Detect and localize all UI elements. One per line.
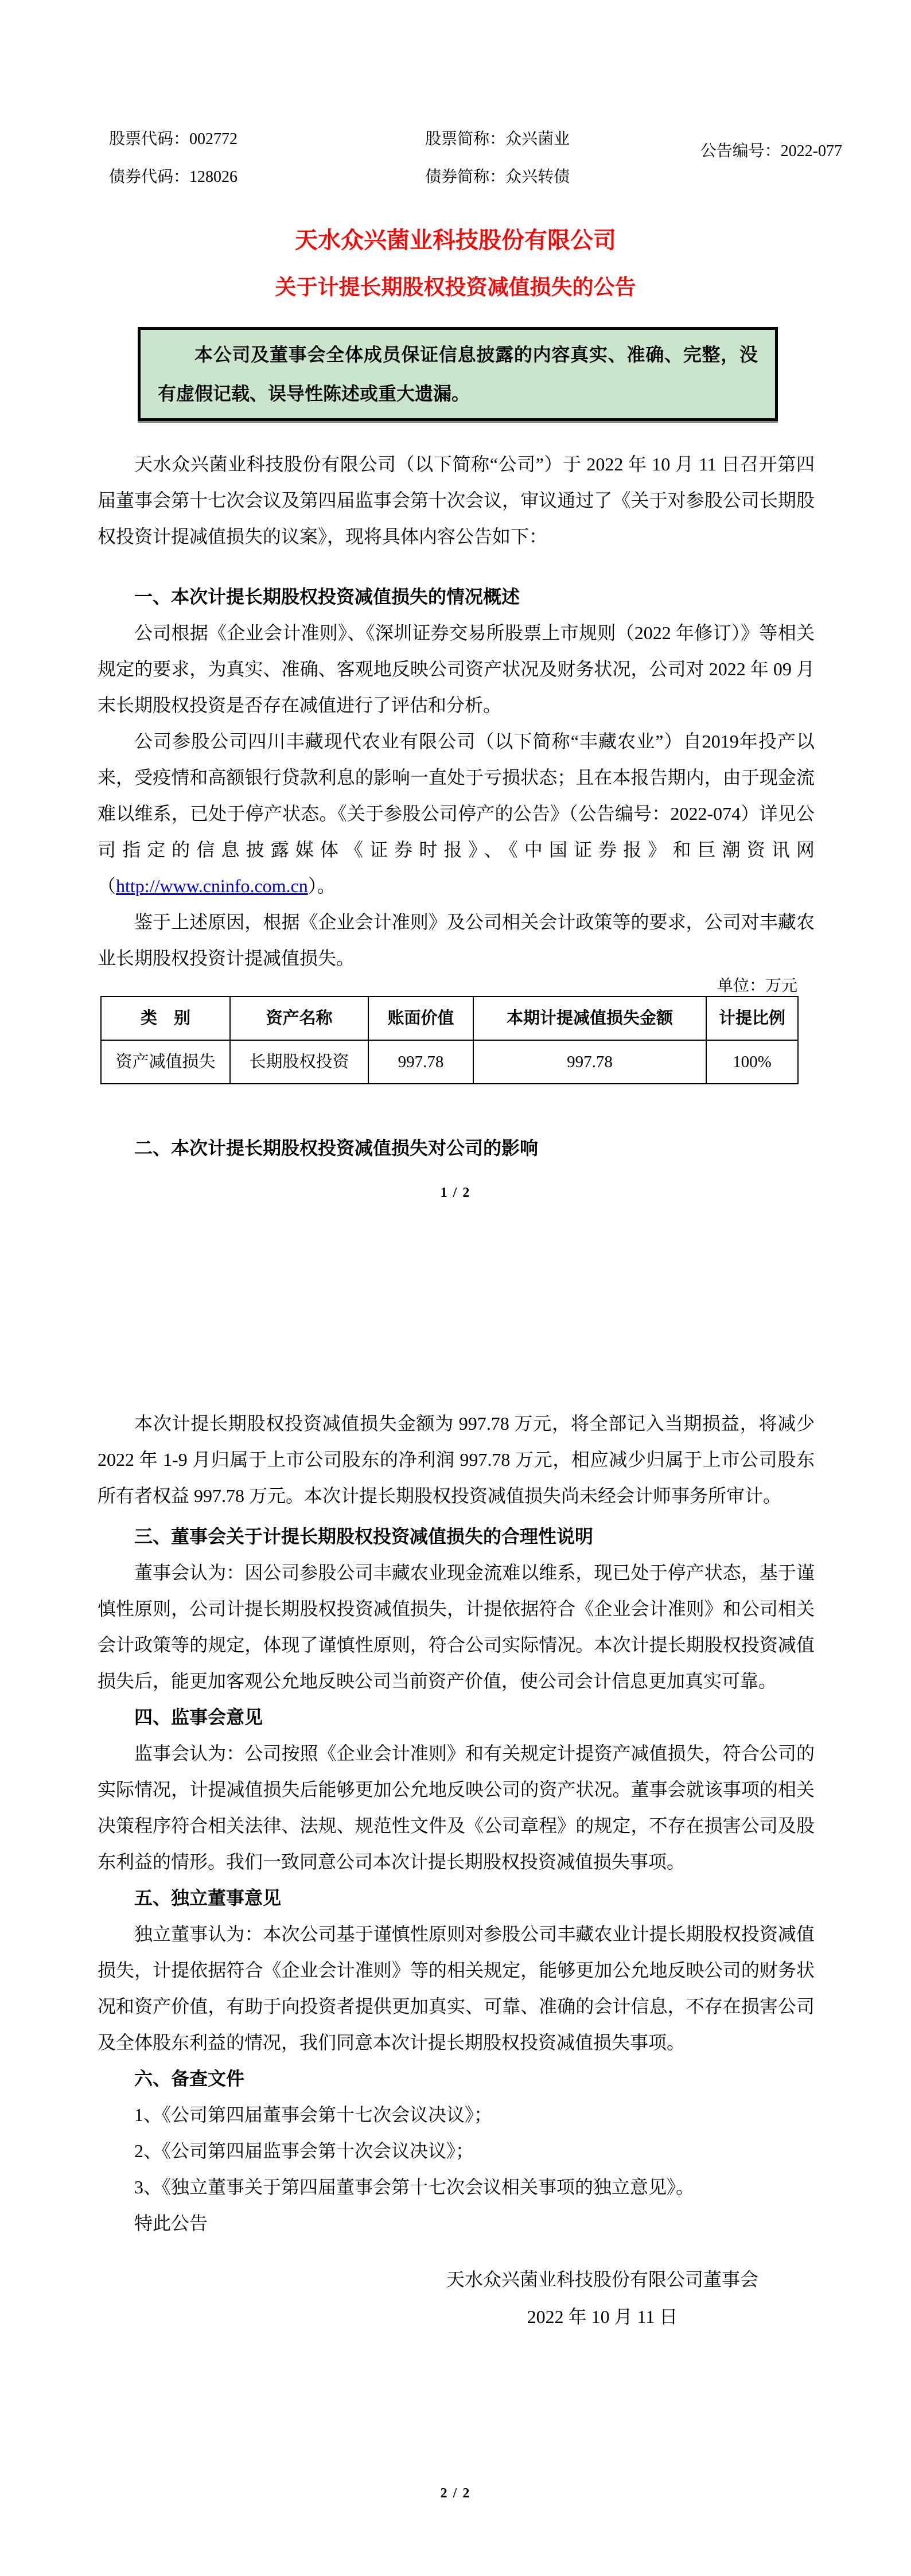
section5-paragraph: 独立董事认为：本次公司基于谨慎性原则对参股公司丰藏农业计提长期股权投资减值损失，计提依据符合《企业会计准则》等的相关规定，能够更加公允地反映公司的财务状况和资产价值，有助于向投资者提供更加真实、可靠、准确的会计信息，不存在损害公司及全体股东利益的情况，我们同意本次计提长期股权投资减值损失事项。	[98, 1924, 815, 2053]
closing-statement: 特此公告	[134, 2213, 208, 2233]
cell-book-value: 997.78	[368, 1040, 473, 1084]
section1-heading: 一、本次计提长期股权投资减值损失的情况概述	[134, 586, 520, 607]
stock-code: 股票代码：002772	[109, 130, 238, 148]
codes-column	[109, 120, 425, 196]
reference-document-1: 1、《公司第四届董事会第十七次会议决议》；	[134, 2104, 493, 2125]
page2-content	[98, 1406, 815, 2335]
page-number-1: 1 / 2	[440, 1185, 471, 1200]
section2-paragraph: 本次计提长期股权投资减值损失金额为 997.78 万元，将全部记入当期损益，将减少 2022 年 1-9 月归属于上市公司股东的净利润 997.78 万元，相应减少归属于上市公司股东所有者权益 997.78 万元。本次计提长期股权投资减值损失尚未经会计师事务所审计。	[98, 1413, 815, 1506]
col-header-asset-name: 资产名称	[230, 997, 368, 1040]
page-number-2: 2 / 2	[440, 2486, 471, 2501]
section1-paragraph-2-text: 公司参股公司四川丰藏现代农业有限公司（以下简称“丰藏农业”）自2019年投产以来，受疫情和高额银行贷款利息的影响一直处于亏损状态；且在本报告期内，由于现金流难以维系，已处于停产状态。《关于参股公司停产的公告》（公告编号：2022-074）详见公司指定的信息披露媒体《证券时报》、《中国证券报》和巨潮资讯网（	[98, 731, 815, 896]
cell-asset-name: 长期股权投资	[230, 1040, 368, 1084]
bond-name: 债券简称：众兴转债	[425, 168, 570, 186]
page-2	[0, 1288, 911, 2576]
section6-heading: 六、备查文件	[134, 2068, 245, 2089]
intro-paragraph: 天水众兴菌业科技股份有限公司（以下简称“公司”）于 2022 年 10 月 11 日召开第四届董事会第十七次会议及第四届监事会第十次会议，审议通过了《关于对参股公司长期股权投资计提减值损失的议案》，现将具体内容公告如下：	[98, 454, 815, 547]
truthfulness-notice-text: 本公司及董事会全体成员保证信息披露的内容真实、准确、完整，没有虚假记载、误导性陈述或重大遗漏。	[158, 344, 758, 404]
cell-category: 资产减值损失	[101, 1040, 230, 1084]
section1-paragraph-2	[98, 723, 815, 904]
section4-heading: 四、监事会意见	[134, 1707, 263, 1727]
table-unit-note: 单位：万元	[717, 977, 797, 995]
board-signature: 天水众兴菌业科技股份有限公司董事会	[446, 2269, 758, 2290]
securities-header	[109, 120, 842, 196]
cell-provision-ratio: 100%	[706, 1040, 798, 1084]
section3-paragraph: 董事会认为：因公司参股公司丰藏农业现金流难以维系，现已处于停产状态，基于谨慎性原则，公司计提长期股权投资减值损失，计提依据符合《企业会计准则》和公司相关会计政策等的规定，体现了谨慎性原则，符合公司实际情况。本次计提长期股权投资减值损失后，能更加客观公允地反映公司当前资产价值，使公司会计信息更加真实可靠。	[98, 1562, 815, 1691]
section2-heading: 二、本次计提长期股权投资减值损失对公司的影响	[134, 1138, 539, 1158]
announcement-date: 2022 年 10 月 11 日	[527, 2306, 678, 2327]
col-header-provision-ratio: 计提比例	[706, 997, 798, 1040]
names-column	[425, 120, 700, 196]
section3-heading: 三、董事会关于计提长期股权投资减值损失的合理性说明	[134, 1526, 594, 1547]
section1-paragraph-3: 鉴于上述原因，根据《企业会计准则》及公司相关会计政策等的要求，公司对丰藏农业长期股权投资计提减值损失。	[98, 912, 815, 968]
section1-paragraph-1: 公司根据《企业会计准则》、《深圳证券交易所股票上市规则（2022 年修订）》等相关规定的要求，为真实、准确、客观地反映公司资产状况及财务状况，公司对 2022 年 09 月末长期股权投资是否存在减值进行了评估和分析。	[98, 622, 815, 715]
reference-document-3: 3、《独立董事关于第四届董事会第十七次会议相关事项的独立意见》。	[134, 2177, 695, 2197]
cninfo-link[interactable]: http://www.cninfo.com.cn	[116, 875, 308, 896]
reference-document-2: 2、《公司第四届监事会第十次会议决议》；	[134, 2141, 474, 2161]
signature-block	[413, 2262, 792, 2335]
bond-code: 债券代码：128026	[109, 168, 238, 186]
col-header-impairment-amount: 本期计提减值损失金额	[473, 997, 706, 1040]
truthfulness-notice-box	[138, 327, 778, 421]
company-title: 天水众兴菌业科技股份有限公司	[295, 227, 616, 253]
col-header-category: 类 别	[101, 997, 230, 1040]
page1-content	[98, 446, 815, 1166]
table-header-row	[101, 997, 798, 1040]
table-row	[101, 1040, 798, 1084]
section4-paragraph: 监事会认为：公司按照《企业会计准则》和有关规定计提资产减值损失，符合公司的实际情况，计提减值损失后能够更加公允地反映公司的资产状况。董事会就该事项的相关决策程序符合相关法律、法规、规范性文件及《公司章程》的规定，不存在损害公司及股东利益的情形。我们一致同意公司本次计提长期股权投资减值损失事项。	[98, 1743, 815, 1872]
impairment-table	[100, 996, 799, 1084]
col-header-book-value: 账面价值	[368, 997, 473, 1040]
stock-name: 股票简称：众兴菌业	[425, 130, 570, 148]
announcement-title: 关于计提长期股权投资减值损失的公告	[275, 276, 636, 299]
section1-paragraph-2-tail: ）。	[307, 875, 336, 896]
cell-impairment-amount: 997.78	[473, 1040, 706, 1084]
announcement-number: 公告编号：2022-077	[700, 142, 842, 160]
section5-heading: 五、独立董事意见	[134, 1888, 282, 1908]
